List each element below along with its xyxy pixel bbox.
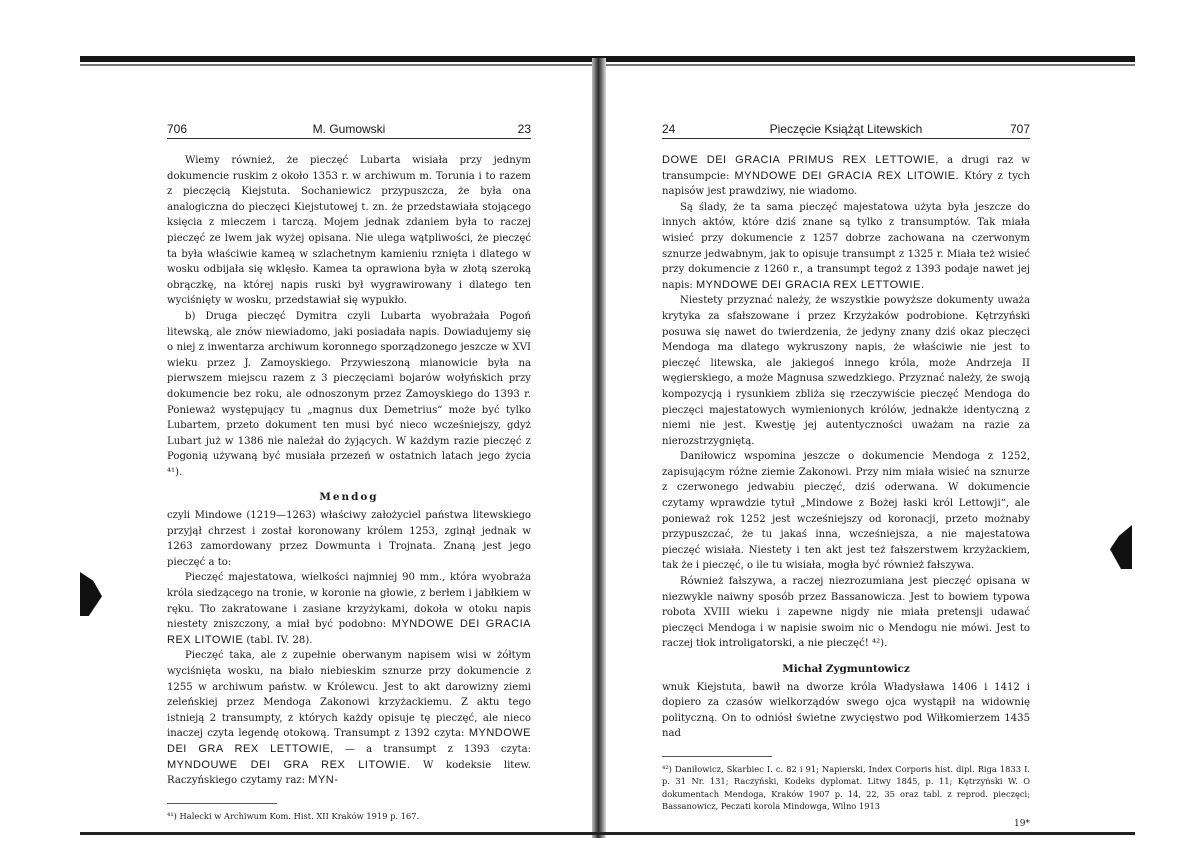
- left-running-head: [167, 118, 531, 139]
- scan-thumb-shadow-right: [1110, 525, 1132, 569]
- paragraph: Wiemy również, że pieczęć Lubarta wisiała przy jednym dokumencie ruskim z około 1353 r. w archiwum m. Torunia i to razem z pieczęcią Kiejstuta. Sochaniewicz przypuszcza, że była ona analogiczna do pieczęci Kiejstutowej t. zn. że przedstawiała stojącego księcia z mieczem i tarczą. Mojem jednak zdaniem była to raczej pieczęć ze lwem jak wyżej opisana. Nie ulega wątpliwości, że pieczęć ta była właściwie kameą w szlachetnym kamieniu rznięta i dlatego w wosku odbijała się wklęsło. Kamea ta oprawiona była w złotą szeroką obrączkę, na której napis ruski był wygrawirowany i dlatego ten wyciśnięty w wosku, przedstawiał się wypukło.: [167, 155, 531, 307]
- left-body: [167, 153, 531, 822]
- right-body: [662, 153, 1030, 833]
- left-author-title: M. Gumowski: [312, 122, 386, 136]
- printer-signature: 19*: [1014, 818, 1030, 829]
- footnote-rule: [662, 756, 772, 757]
- scan-thumb-shadow-left: [80, 572, 102, 616]
- paragraph: Również fałszywa, a raczej niezrozumiana jest pieczęć opisana w niezwykle naiwny sposób przez Bassanowicza. Jest to bowiem typowa robota XVIII wieku i zapewne nigdy nie miała pretensji udawać pieczęci Mendoga i w napisie swoim nic o Mendogu nie mówi. Jest to raczej tłok introligatorski, a nie pieczęć! ⁴²).: [662, 576, 1030, 650]
- seal-inscription: MYNDOWE DEI GRACIA REX LETTOWIE.: [696, 278, 925, 291]
- seal-inscription: MYNDOWE DEI GRACIA REX LITOWIE.: [734, 169, 960, 182]
- section-heading-michal: Michał Zygmuntowicz: [782, 663, 910, 675]
- footnote-41: ⁴¹) Halecki w Archiwum Kom. Hist. XII Kraków 1919 p. 167.: [167, 810, 420, 821]
- right-page-number: 707: [1009, 122, 1030, 136]
- right-inner-number: 24: [662, 122, 676, 136]
- right-running-head: [662, 118, 1030, 139]
- left-inner-number: 23: [517, 122, 531, 136]
- seal-inscription: MYNDOWE DEI GRA REX LETTOWIE,: [167, 727, 531, 755]
- footnote-rule: [167, 803, 277, 804]
- paragraph: Niestety przyznać należy, że wszystkie powyższe dokumenty uważa krytyka za sfałszowane i przez Krzyżaków podrobione. Kętrzyński posuwa się nawet do twierdzenia, że jedyny znany dziś okaz pieczęci Mendoga ma dlatego wykruszony napis, że właściwie nie jest to pieczęć litewska, ale jakiegoś innego króla, może Andrzeja II węgierskiego, a może Magnusa szwedzkiego. Przyznać należy, że swoją kompozycją i rysunkiem zbliża się rzeczywiście pieczęć Mendoga do pieczęci majestatowych wymienionych królów, jednakże identyczną z niemi nie jest. Kwestję jej autentyczności uważam na razie za nierozstrzygniętą.: [662, 295, 1030, 447]
- paragraph: Są ślady, że ta sama pieczęć majestatowa użyta była jeszcze do innych aktów, które dziś znane są tylko z transumptów. Tak miała wisieć przy dokumencie z 1257 dobrze zachowana na czerwonym sznurze jedwabnym, jak to opisuje transumpt z 1325 r. Miała też wisieć przy dokumencie z 1260 r., a transumpt tegoż z 1393 podaje nawet jej napis: MYNDOWE DEI GRACIA REX LETTOWIE.: [662, 201, 1030, 291]
- paragraph: Daniłowicz wspomina jeszcze o dokumencie Mendoga z 1252, zapisującym różne ziemie Zakonowi. Przy nim miała wisieć na sznurze z czerwonego jedwabiu pieczęć, dziś oderwana. W dokumencie czytamy wprawdzie tytuł „Mindowe z Bożej łaski król Lettowji“, ale ponieważ rok 1252 jest wcześniejszy od koronacji, przeto możnaby przypuszczać, że tu jakaś inna, wcześniejsza, a nie majestatowa pieczęć wisiała. Niestety i ten akt jest też fałszerstwem krzyżackiem, tak że i pieczęć, o ile tu wisiała, mogła być również fałszywa.: [662, 451, 1030, 572]
- left-page-number: 706: [167, 122, 188, 136]
- paragraph: b) Druga pieczęć Dymitra czyli Lubarta wyobrażała Pogoń litewską, ale znów niewiadomo, jaki posiadała napis. Dowiadujemy się o niej z inwentarza archiwum koronnego sporządzonego jeszcze w XVI wieku przez J. Zamoyskiego. Przywieszoną mianowicie była na pierwszem miejscu razem z 3 pieczęciami bojarów wołyńskich przy dokumencie bez roku, ale odnoszonym przez Zamoyskiego do 1393 r. Ponieważ występujący tu „magnus dux Demetrius“ może być tylko Lubartem, przeto dokument ten musi być nieco wcześniejszy, gdyż Lubart już w 1386 nie należał do żyjących. W każdym razie pieczęć z Pogonią używaną być musiała przezeń w ostatnich latach jego życia ⁴¹).: [167, 310, 531, 478]
- seal-inscription: MYNDOUWE DEI GRA REX LITOWIE.: [167, 758, 411, 771]
- section-heading-mendog: Mendog: [319, 491, 379, 504]
- paragraph: DOWE DEI GRACIA PRIMUS REX LETTOWIE, a drugi raz w transumpcie: MYNDOWE DEI GRACIA REX LITOWIE. Który z tych napisów jest prawdziwy, nie wiadomo.: [662, 154, 1031, 198]
- paragraph: Pieczęć taka, ale z zupełnie oberwanym napisem wisi w żółtym wyciśnięta wosku, na biało niebieskim sznurze przy dokumencie z 1255 w archiwum państw. w Królewcu. Jest to akt darowizny ziemi zeleńskiej przez Mendoga Zakonowi krzyżackiemu. Z aktu tego istnieją 2 transumpty, z których każdy opisuje tę pieczęć, ale nieco inaczej czyta legendę otokową. Transumpt z 1392 czyta: MYNDOWE DEI GRA REX LETTOWIE, — a transumpt z 1393 czyta: MYNDOUWE DEI GRA REX LITOWIE. W kodeksie litew. Raczyńskiego czytamy raz: MYN-: [167, 650, 531, 787]
- section-intro: czyli Mindowe (1219—1263) właściwy założyciel państwa litewskiego przyjął chrzest i został koronowany królem 1253, zginął jednak w 1263 zamordowany przez Dowmunta i Trojnata. Znaną jest jego pieczęć a to:: [167, 510, 531, 568]
- section-intro: wnuk Kiejstuta, bawił na dworze króla Władysława 1406 i 1412 i dopiero za czasów wielkorządów swego ojca wystąpił na widownię polityczną. On to odniósł świetne zwycięstwo pod Wiłkomierzem 1435 nad: [662, 681, 1030, 740]
- right-title: Pieczęcie Książąt Litewskich: [769, 122, 923, 136]
- book-gutter: [592, 58, 606, 838]
- left-page: [167, 118, 531, 822]
- scan-top-edge-shadow: [80, 64, 1135, 66]
- scan-top-edge: [80, 56, 1135, 62]
- paragraph: Pieczęć majestatowa, wielkości najmniej 90 mm., która wyobraża króla siedzącego na tronie, w koronie na głowie, z berłem i jabłkiem w ręku. Tło zakratowane i zasiane krzyżykami, dokoła w otoku napis niestety zniszczony, a miał być podobno: MYNDOWE DEI GRACIA REX LITOWIE (tabl. IV. 28).: [167, 572, 531, 646]
- seal-inscription: DOWE DEI GRACIA PRIMUS REX LETTOWIE,: [662, 154, 939, 166]
- right-page: [662, 118, 1030, 833]
- footnote-42: ⁴²) Daniłowicz, Skarbiec I. c. 82 i 91; Napierski, Index Corporis hist. dipl. Riga 1833 I. p. 31 Nr. 131; Raczyński, Kodeks dyplomat. Litwy 1845, p. 11; Kętrzyński W. O dokumentach Mendoga, Kraków 1907 p. 14, 22, 35 oraz tabl. z reprod. pieczęci; Bassanowicz, Peczati korola Mindowga, Wilno 1913: [662, 763, 1030, 812]
- seal-inscription: MYNDOWE DEI GRACIA REX LITOWIE: [167, 618, 531, 646]
